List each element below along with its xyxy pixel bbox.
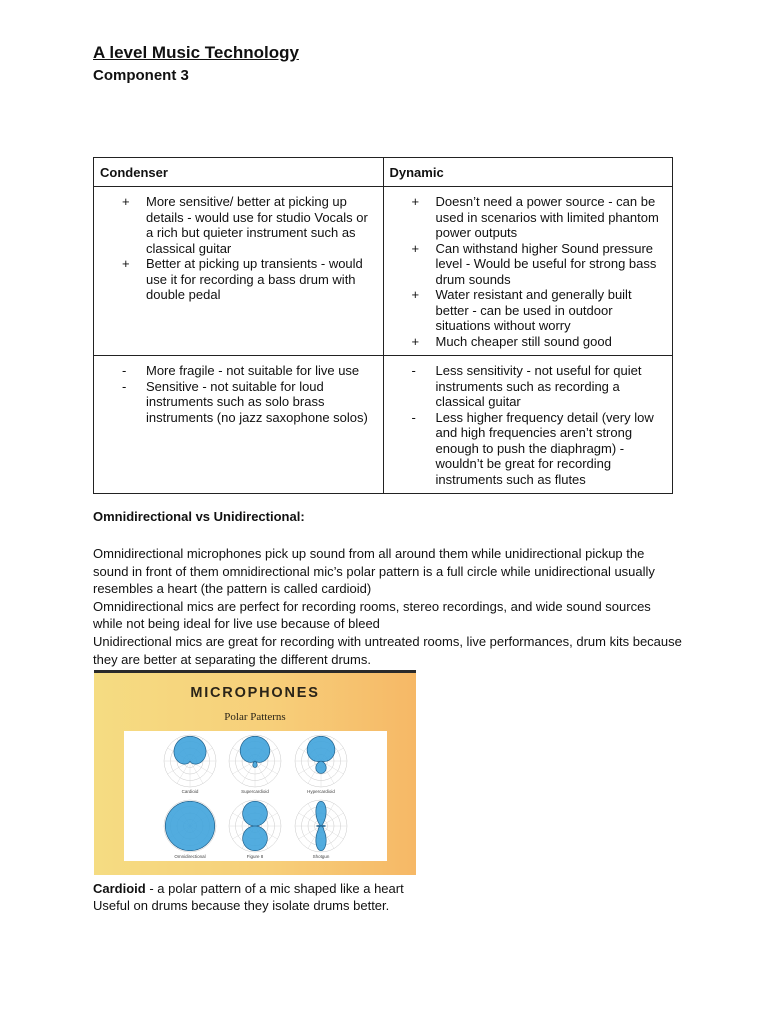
list-item [384,241,665,288]
polar-pattern-label: Supercardioid [241,789,269,794]
list-item-text: Less higher frequency detail (very low and high frequencies aren’t strong enough to push the diaphragm) - wouldn’t be great for recording instruments such as flutes [435,409,654,487]
polar-pattern-label: Figure 8 [246,854,264,859]
bullet-mark: - [411,409,416,425]
list-item-text: More fragile - not suitable for live use [146,363,360,378]
list-item [384,194,665,241]
bullet-mark: + [411,333,420,349]
document-title: A level Music Technology [93,43,299,62]
cons-row [94,356,673,494]
polar-pattern-label: Hypercardioid [307,789,335,794]
comparison-table [93,157,673,494]
caption-definition: - a polar pattern of a mic shaped like a heart [145,881,404,896]
paragraph-3: Unidirectional mics are great for recording with untreated rooms, live performances, drum kits because they are better at separating the different drums. [93,633,682,667]
list-item-text: Doesn’t need a power source - can be used in scenarios with limited phantom power outputs [435,194,659,240]
paragraph-2: Omnidirectional mics are perfect for recording rooms, stereo recordings, and wide sound sources while not being ideal for live use because of bleed [93,598,651,632]
polar-shape [307,736,335,773]
condenser-cons-list [94,363,375,425]
list-item [384,287,665,334]
polar-pattern-0 [164,735,216,794]
dynamic-cons-cell [383,356,673,494]
polar-pattern-label: Omnidirectional [174,854,206,859]
polar-pattern-label: Cardioid [181,789,199,794]
body-text [93,545,683,668]
polar-shape [165,801,214,850]
paragraph-1: Omnidirectional microphones pick up sound from all around them while unidirectional pickup the sound in front of them omnidirectional mic’s polar pattern is a full circle while unidirectional usually resembles a heart (the pattern is called cardioid) [93,546,655,597]
polar-pattern-label: Shotgun [312,854,330,859]
bullet-mark: - [122,363,127,378]
polar-pattern-2 [295,735,347,794]
caption-line [93,880,404,897]
polar-pattern-4 [229,800,281,859]
section-heading: Omnidirectional vs Unidirectional: [93,509,305,524]
header-dynamic: Dynamic [383,158,673,187]
dynamic-pros-cell [383,187,673,356]
polar-patterns-panel [124,731,387,861]
list-item-text: Can withstand higher Sound pressure level - Would be useful for strong bass drum sounds [435,240,657,287]
caption-note: Useful on drums because they isolate drums better. [93,898,390,913]
list-item [94,194,375,256]
bullet-mark: + [411,287,420,302]
figure-title: MICROPHONES [190,685,320,701]
list-item-text: Sensitive - not suitable for loud instruments such as solo brass instruments (no jazz saxophone solos) [146,378,368,425]
list-item-text: Water resistant and generally built better - can be used in outdoor situations without worry [435,287,632,333]
list-item [94,256,375,303]
bullet-mark: + [411,240,420,256]
list-item [384,334,665,350]
polar-shape [174,736,206,764]
list-item [94,363,375,379]
caption-term: Cardioid [93,881,146,896]
list-item [384,363,665,410]
table-header-row [94,158,673,187]
bullet-mark: + [411,194,420,209]
condenser-pros-list [94,194,375,303]
condenser-pros-cell [94,187,384,356]
polar-shape [316,801,326,850]
bullet-mark: - [411,363,416,378]
polar-patterns-figure [94,670,416,875]
pros-row [94,187,673,356]
polar-pattern-5 [295,800,347,859]
list-item-text: Better at picking up transients - would use it for recording a bass drum with double pedal [146,256,363,302]
polar-pattern-3 [164,800,216,859]
polar-shape [240,736,270,767]
list-item-text: Less sensitivity - not useful for quiet instruments such as recording a classical guitar [435,363,642,409]
dynamic-cons-list [384,363,665,487]
condenser-cons-cell [94,356,384,494]
bullet-mark: + [122,256,130,271]
caption [93,880,404,914]
polar-patterns-graphic [124,731,387,861]
list-item-text: Much cheaper still sound good [435,333,612,349]
header-condenser: Condenser [94,158,384,187]
bullet-mark: - [122,378,127,394]
polar-pattern-1 [229,735,281,794]
dynamic-pros-list [384,194,665,349]
document-subtitle: Component 3 [93,67,189,84]
list-item [94,379,375,426]
list-item [384,410,665,488]
figure-subtitle: Polar Patterns [224,711,286,723]
bullet-mark: + [122,194,130,209]
list-item-text: More sensitive/ better at picking up details - would use for studio Vocals or a rich but quieter instrument such as classical guitar [146,194,368,256]
